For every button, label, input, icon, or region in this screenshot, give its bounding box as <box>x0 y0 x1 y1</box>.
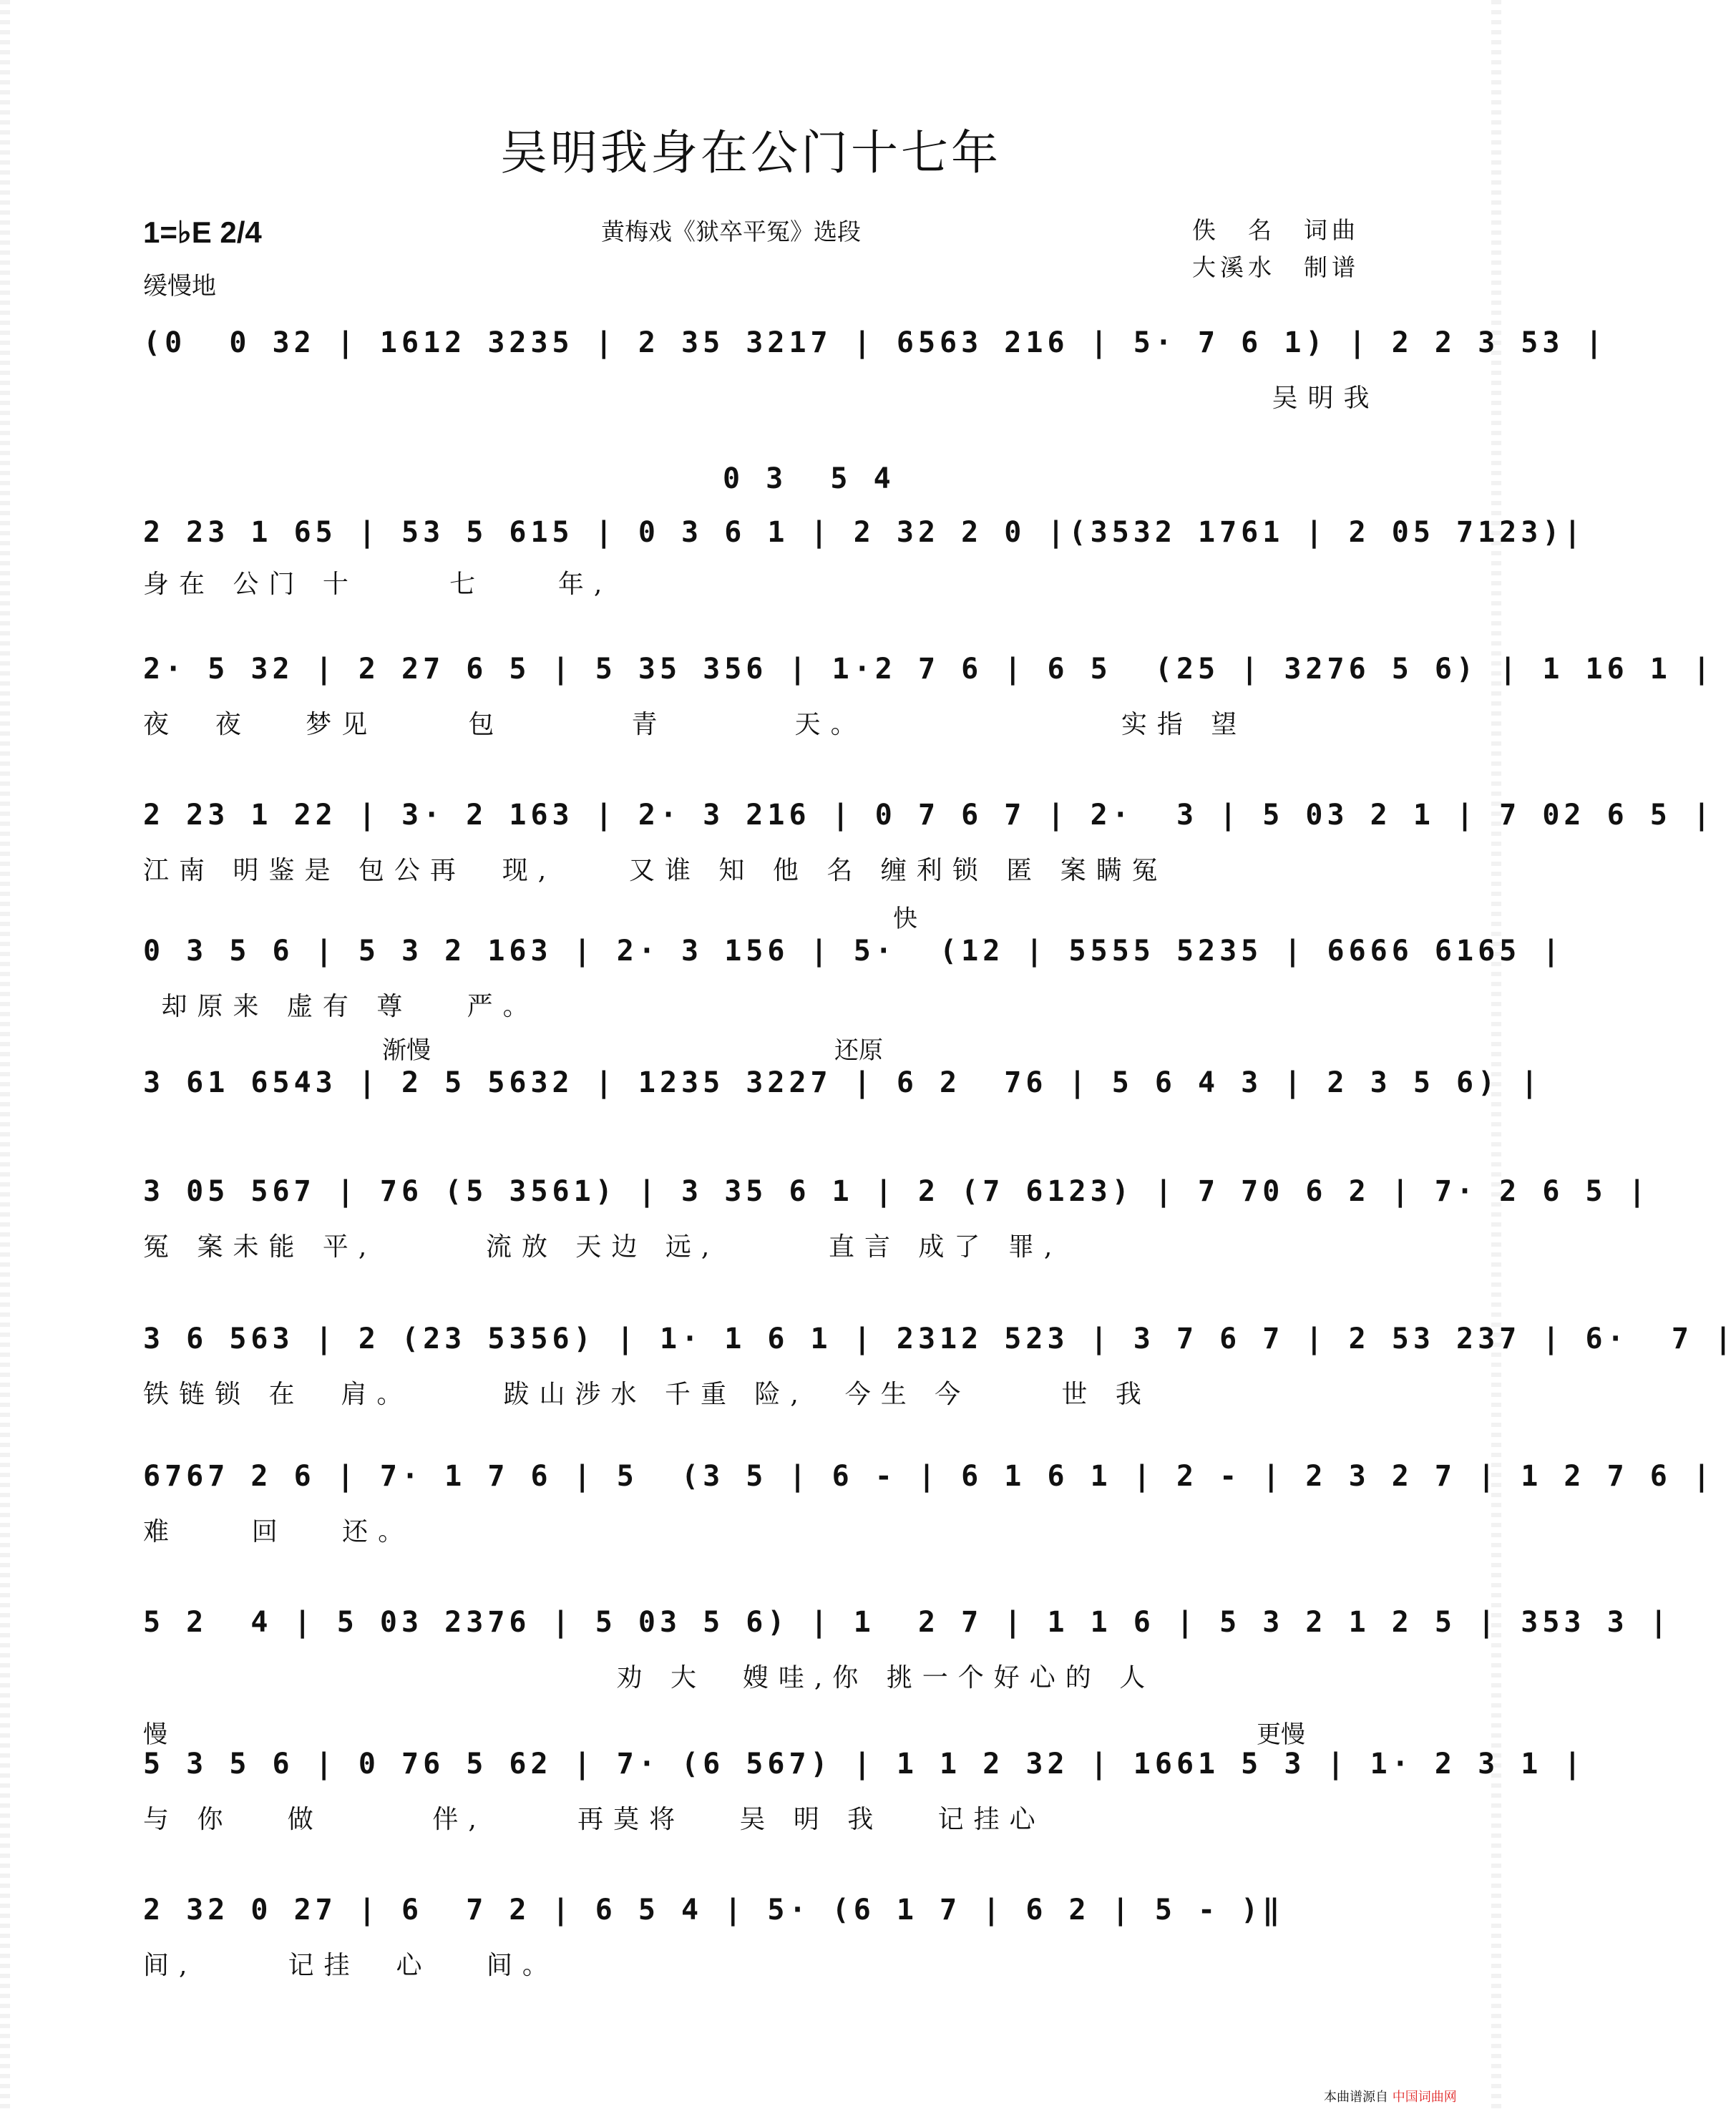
tempo-mark-slower: 更慢 <box>1257 1721 1305 1748</box>
system-lyrics: 却原来 虚有 尊 严。 <box>143 992 539 1021</box>
song-title: 吴明我身在公门十七年 <box>500 125 1001 180</box>
footer-site-link[interactable]: 中国词曲网 <box>1392 2090 1457 2105</box>
system-notes: 2 23 1 22 | 3· 2 163 | 2· 3 216 | 0 7 6 7 | 2· 3 | 5 03 2 1 | 7 02 6 5 | <box>143 799 1715 832</box>
system-12 <box>143 1894 1360 1994</box>
system-8 <box>143 1323 1736 1423</box>
system-notes: 5 3 5 6 | 0 76 5 62 | 7· (6 567) | 1 1 2 32 | 1661 5 3 | 1· 2 3 1 | <box>143 1748 1586 1781</box>
tempo-mark-slow: 慢 <box>143 1721 167 1748</box>
system-6 <box>143 1037 1543 1138</box>
subtitle: 黄梅戏《狱卒平冤》选段 <box>601 218 861 245</box>
credit-lyrics-music: 佚 名 词曲 <box>1192 216 1360 244</box>
system-lyrics: 身在 公门 十 七 年, <box>143 570 613 599</box>
system-notes: 2· 5 32 | 2 27 6 5 | 5 35 356 | 1·2 7 6 | 6 5 (25 | 3276 5 6) | 1 16 1 | <box>143 653 1715 686</box>
credits <box>1192 212 1360 286</box>
system-notes: 3 6 563 | 2 (23 5356) | 1· 1 6 1 | 2312 523 | 3 7 6 7 | 2 53 237 | 6· 7 | <box>143 1323 1736 1355</box>
system-lyrics: 吴明我 <box>143 384 1380 413</box>
system-1 <box>143 326 1607 427</box>
system-lyrics: 江南 明鉴是 包公再 现, 又谁 知 他 名 缠利锁 匿 案瞒冤 <box>143 856 1168 885</box>
system-notes: 3 61 6543 | 2 5 5632 | 1235 3227 | 6 2 76 | 5 6 4 3 | 2 3 5 6) | <box>143 1066 1543 1099</box>
system-notes: (0 0 32 | 1612 3235 | 2 35 3217 | 6563 216 | 5· 7 6 1) | 2 2 3 53 | <box>143 326 1607 359</box>
system-lyrics: 夜 夜 梦见 包 青 天。 实指 望 <box>143 710 1247 739</box>
key-signature: 1=♭E 2/4 <box>143 215 262 249</box>
system-notes: 2 23 1 65 | 53 5 615 | 0 3 6 1 | 2 32 2 0 |(3532 1761 | 2 05 7123)| <box>143 516 1586 549</box>
credit-transcriber: 大溪水 制谱 <box>1192 253 1360 281</box>
system-lyrics: 铁链锁 在 肩。 跋山涉水 千重 险, 今生 今 世 我 <box>143 1380 1151 1409</box>
system-lyrics: 难 回 还。 <box>143 1517 414 1547</box>
tempo-mark-fast: 快 <box>893 905 917 932</box>
system-lyrics: 与 你 做 伴, 再莫将 吴 明 我 记挂心 <box>143 1805 1045 1834</box>
system-3 <box>143 653 1715 753</box>
system-4 <box>143 799 1715 899</box>
tempo-mark-a-tempo: 还原 <box>834 1037 883 1064</box>
right-watermark-strip <box>1491 0 1501 2109</box>
system-10 <box>143 1606 1672 1706</box>
system-lyrics: 间, 记挂 心 间。 <box>143 1951 558 1980</box>
system-11 <box>143 1721 1586 1848</box>
system-notes: 0 3 5 6 | 5 3 2 163 | 2· 3 156 | 5· (12 | 5555 5235 | 6666 6165 | <box>143 935 1564 968</box>
system-7 <box>143 1175 1650 1275</box>
system-notes: 2 32 0 27 | 6 7 2 | 6 5 4 | 5· (6 1 7 | 6 2 | 5 - )‖ <box>143 1894 1284 1927</box>
system-upper-notes: 0 3 5 4 <box>723 462 895 495</box>
tempo-mark-gradually-slower: 渐慢 <box>382 1037 431 1064</box>
footer-source-text: 本曲谱源自 <box>1324 2090 1388 2105</box>
system-lyrics: 劝 大 嫂哇,你 挑一个好心的 人 <box>143 1663 1156 1692</box>
system-lyrics: 冤 案未能 平, 流放 天边 远, 直言 成了 罪, <box>143 1232 1063 1262</box>
footer-source <box>1324 2087 1457 2105</box>
system-notes: 5 2 4 | 5 03 2376 | 5 03 5 6) | 1 2 7 | 1 1 6 | 5 3 2 1 2 5 | 353 3 | <box>143 1606 1672 1639</box>
tempo-marking: 缓慢地 <box>143 272 216 301</box>
left-watermark-strip <box>0 0 10 2109</box>
system-9 <box>143 1460 1715 1560</box>
system-2 <box>143 462 1586 605</box>
system-5 <box>143 905 1564 1035</box>
system-notes: 6767 2 6 | 7· 1 7 6 | 5 (3 5 | 6 - | 6 1 6 1 | 2 - | 2 3 2 7 | 1 2 7 6 | <box>143 1460 1715 1493</box>
system-notes: 3 05 567 | 76 (5 3561) | 3 35 6 1 | 2 (7 6123) | 7 70 6 2 | 7· 2 6 5 | <box>143 1175 1650 1208</box>
